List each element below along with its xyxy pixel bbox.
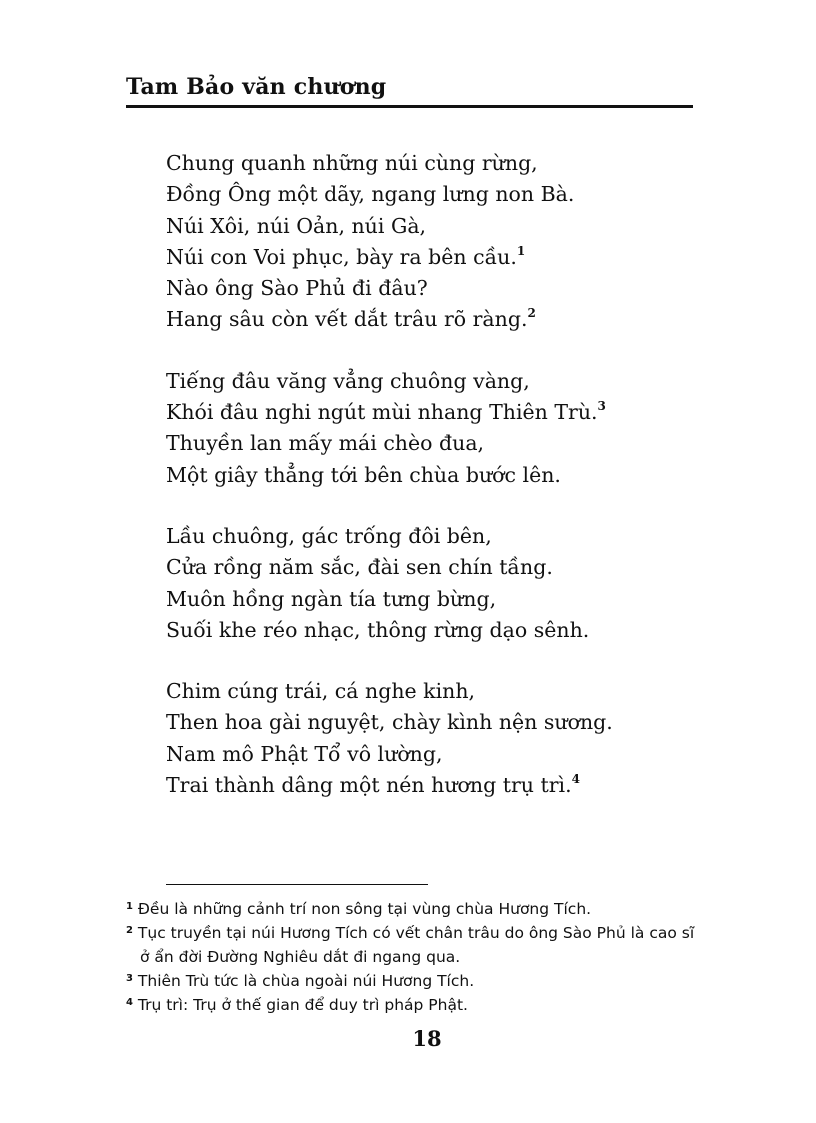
footnote-item [126,993,706,1017]
footnote-marker: 3 [597,399,606,414]
poem-line-text: Chung quanh những núi cùng rừng, [166,151,538,175]
footnote-item [126,921,706,969]
poem-line [166,428,726,459]
poem-line-text: Trai thành dâng một nén hương trụ trì. [166,773,572,798]
book-title: Tam Bảo văn chương [126,74,387,100]
footnote-separator [166,884,428,885]
page-number: 18 [412,1026,442,1051]
poem-line [166,460,726,491]
footnote-item [126,897,706,921]
poem-stanza [166,521,726,646]
poem-line [166,615,726,646]
poem-line-text: Khói đâu nghi ngút mùi nhang Thiên Trù. [166,400,598,425]
header-rule [126,105,693,108]
poem-line-text: Suối khe réo nhạc, thông rừng dạo sênh. [166,617,590,642]
poem-line-text: Một giây thẳng tới bên chùa bước lên. [166,462,561,487]
poem-line [166,211,726,242]
poem-stanza [166,676,726,801]
poem-line [166,304,726,335]
poem-line-text: Tiếng đâu văng vẳng chuông vàng, [166,368,530,393]
poem-stanza [166,366,726,491]
footnote-text: Đều là những cảnh trí non sông tại vùng chùa Hương Tích. [137,900,592,918]
poem-line-text: Đồng Ông một dãy, ngang lưng non Bà. [166,182,575,207]
footnote-number: 3 [126,973,133,984]
poem-line-text: Hang sâu còn vết dắt trâu rõ ràng. [166,307,528,332]
poem-line [166,273,726,304]
footnote-item [126,969,706,993]
poem-line [166,179,726,210]
poem-line-text: Then hoa gài nguyệt, chày kình nện sương. [166,710,613,735]
poem-line [166,584,726,615]
poem-line [166,242,726,273]
poem-line [166,739,726,770]
poem-line-text: Thuyền lan mấy mái chèo đua, [166,431,485,456]
poem-line [166,366,726,397]
page-header [126,72,693,108]
poem-stanza [166,148,726,336]
footnotes [126,897,706,1017]
footnote-text: Tục truyền tại núi Hương Tích có vết chân trâu do ông Sào Phủ là cao sĩ ở ẩn đời Đường Nghiêu dắt đi ngang qua. [137,924,695,966]
footnote-text: Trụ trì: Trụ ở thế gian để duy trì pháp Phật. [137,996,468,1014]
poem-line [166,397,726,428]
poem-line-text: Chim cúng trái, cá nghe kinh, [166,679,476,704]
poem-line [166,676,726,707]
poem [166,148,726,831]
poem-line-text: Nào ông Sào Phủ đi đâu? [166,276,428,301]
poem-line [166,707,726,738]
poem-line [166,148,726,179]
poem-line-text: Núi con Voi phục, bày ra bên cầu. [166,244,517,269]
poem-line [166,552,726,583]
footnote-number: 1 [126,901,133,912]
footnote-number: 4 [126,997,133,1008]
footnote-marker: 4 [571,772,580,787]
poem-line [166,521,726,552]
poem-line-text: Nam mô Phật Tổ vô lường, [166,741,443,766]
footnote-marker: 1 [516,243,526,258]
footnote-marker: 2 [527,306,536,321]
footnote-text: Thiên Trù tức là chùa ngoài núi Hương Tích. [137,972,475,990]
footnote-number: 2 [126,925,133,936]
poem-line-text: Cửa rồng năm sắc, đài sen chín tầng. [166,555,553,580]
poem-line-text: Muôn hồng ngàn tía tưng bừng, [166,586,497,611]
poem-line-text: Lầu chuông, gác trống đôi bên, [166,523,492,548]
poem-line-text: Núi Xôi, núi Oản, núi Gà, [166,213,427,238]
poem-line [166,770,726,801]
